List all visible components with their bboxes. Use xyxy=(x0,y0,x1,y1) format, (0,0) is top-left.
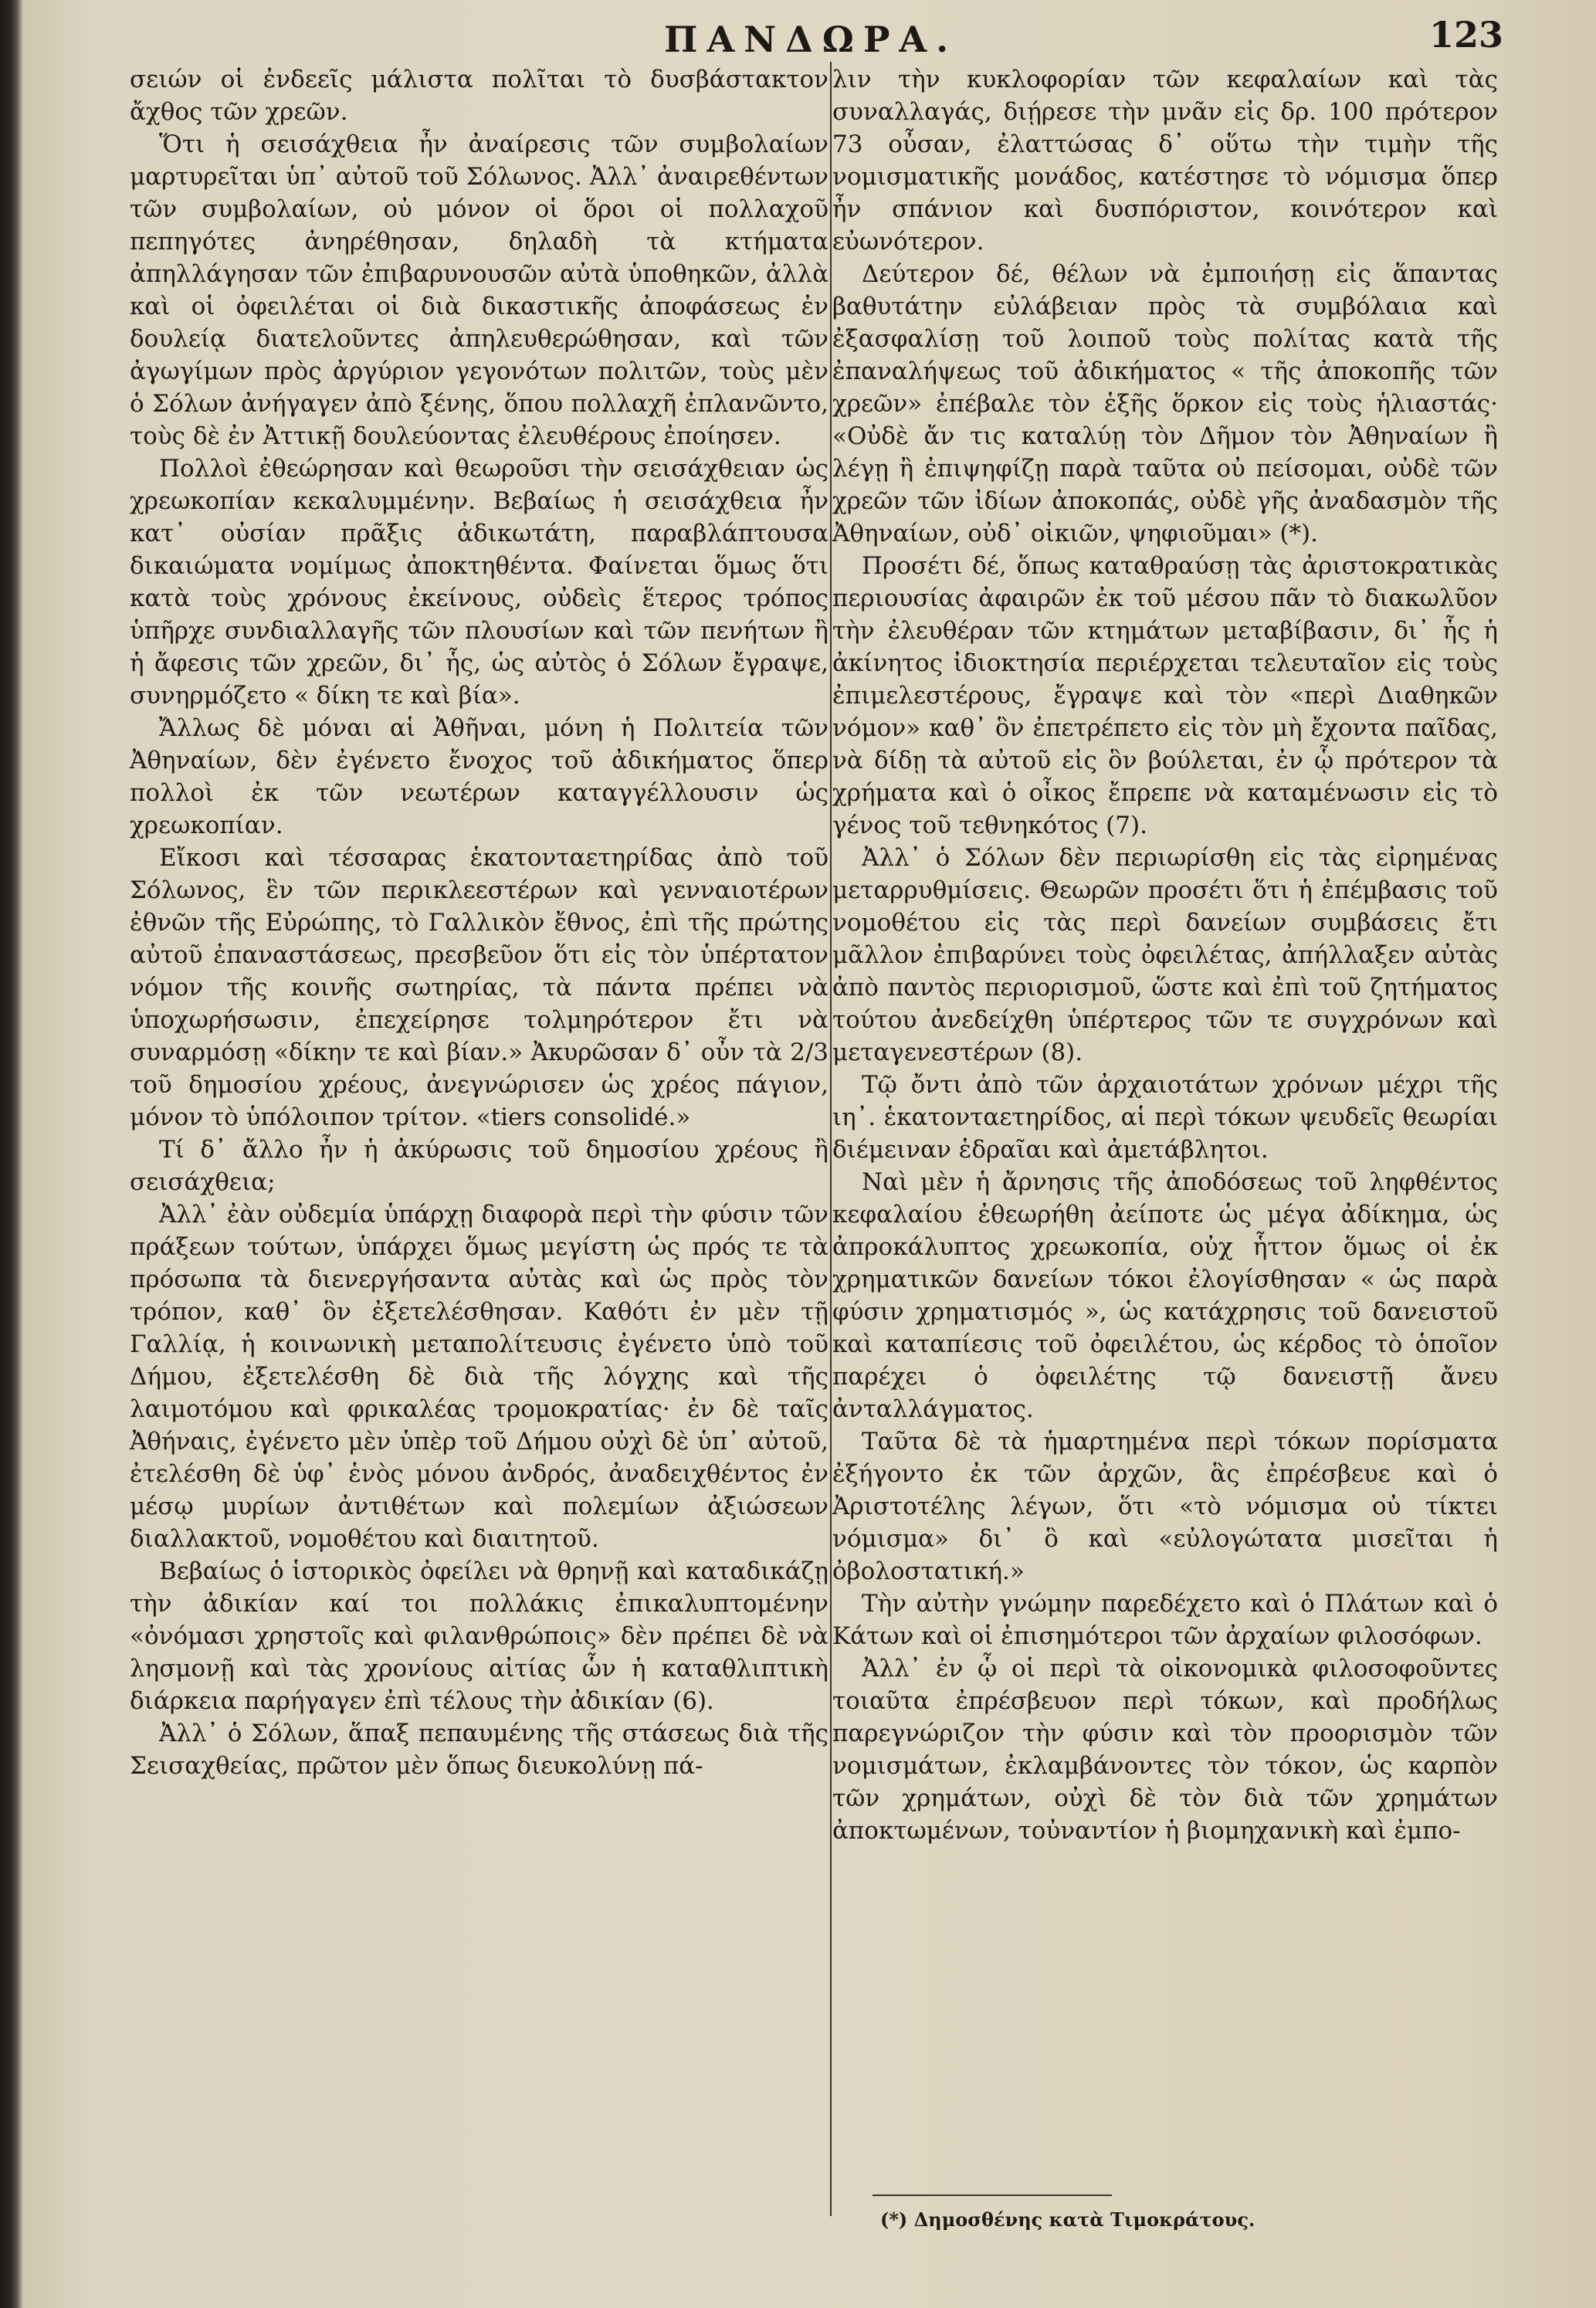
right-paragraph: Ναὶ μὲν ἡ ἄρνησις τῆς ἀποδόσεως τοῦ ληφθέντος κεφαλαίου ἐθεωρήθη ἀείποτε ὡς μέγα ἀδίκημα, ὡς ἀπροκάλυπτος χρεωκοπία, οὐχ ἧττον ὅμως οἱ ἐκ χρηματικῶν δανείων τόκοι ἐλογίσθησαν « ὡς παρὰ φύσιν χρηματισμός », ὡς κατάχρησις τοῦ δανειστοῦ καὶ καταπίεσις τοῦ ὀφειλέτου, ὡς κέρδος τὸ ὁποῖον παρέχει ὁ ὀφειλέτης τῷ δανειστῇ ἄνευ ἀνταλλάγματος. xyxy=(832,1168,1498,1423)
right-paragraph: Τῷ ὄντι ἀπὸ τῶν ἀρχαιοτάτων χρόνων μέχρι τῆς ιη᾽. ἑκατονταετηρίδος, αἱ περὶ τόκων ψευδεῖς θεωρίαι διέμειναν ἑδραῖαι καὶ ἀμετάβλητοι. xyxy=(832,1071,1498,1164)
footnote-rule xyxy=(873,2194,1112,2196)
left-paragraph: Πολλοὶ ἐθεώρησαν καὶ θεωροῦσι τὴν σεισάχθειαν ὡς χρεωκοπίαν κεκαλυμμένην. Βεβαίως ἡ σεισάχθεια ἦν κατ᾽ οὐσίαν πρᾶξις ἀδικωτάτη, παραβλάπτουσα δικαιώματα νομίμως ἀποκτηθέντα. Φαίνεται ὅμως ὅτι κατὰ τοὺς χρόνους ἐκείνους, οὐδεὶς ἕτερος τρόπος ὑπῆρχε συνδιαλλαγῆς τῶν πλουσίων καὶ τῶν πενήτων ἢ ἡ ἄφεσις τῶν χρεῶν, δι᾽ ἧς, ὡς αὐτὸς ὁ Σόλων ἔγραψε, συνηρμόζετο « δίκη τε καὶ βία». xyxy=(130,455,828,710)
right-paragraph: Δεύτερον δέ, θέλων νὰ ἐμποιήσῃ εἰς ἅπαντας βαθυτάτην εὐλάβειαν πρὸς τὰ συμβόλαια καὶ ἐξασφαλίσῃ τοῦ λοιποῦ τοὺς πολίτας κατὰ τῆς ἐπαναλήψεως τοῦ ἀδικήματος « τῆς ἀποκοπῆς τῶν χρεῶν» ἐπέβαλε τὸν ἑξῆς ὅρκον εἰς τοὺς ἡλιαστάς· «Οὐδὲ ἄν τις καταλύῃ τὸν Δῆμον τὸν Ἀθηναίων ἢ λέγῃ ἢ ἐπιψηφίζῃ παρὰ ταῦτα οὐ πείσομαι, οὐδὲ τῶν χρεῶν τῶν ἰδίων ἀποκοπάς, οὐδὲ γῆς ἀναδασμὸν τῆς Ἀθηναίων, οὐδ᾽ οἰκιῶν, ψηφιοῦμαι» (*). xyxy=(832,260,1498,547)
left-paragraph: Ἄλλως δὲ μόναι αἱ Ἀθῆναι, μόνη ἡ Πολιτεία τῶν Ἀθηναίων, δὲν ἐγένετο ἔνοχος τοῦ ἀδικήματος ὅπερ πολλοὶ ἐκ τῶν νεωτέρων καταγγέλλουσιν ὡς χρεωκοπίαν. xyxy=(130,714,828,839)
right-paragraph: Προσέτι δέ, ὅπως καταθραύσῃ τὰς ἀριστοκρατικὰς περιουσίας ἀφαιρῶν ἐκ τοῦ μέσου πᾶν τὸ διακωλῦον τὴν ἐλευθέραν τῶν κτημάτων μεταβίβασιν, δι᾽ ἧς ἡ ἀκίνητος ἰδιοκτησία περιέρχεται τελευταῖον εἰς τοὺς ἐπιμελεστέρους, ἔγραψε καὶ τὸν «περὶ Διαθηκῶν νόμον» καθ᾽ ὃν ἐπετρέπετο εἰς τὸν μὴ ἔχοντα παῖδας, νὰ δίδῃ τὰ αὐτοῦ εἰς ὃν βούλεται, ἐν ᾧ πρότερον τὰ χρήματα καὶ ὁ οἶκος ἔπρεπε νὰ καταμένωσιν εἰς τὸ γένος τοῦ τεθνηκότος (7). xyxy=(832,552,1498,839)
right-paragraph: Ταῦτα δὲ τὰ ἡμαρτημένα περὶ τόκων πορίσματα ἐξήγοντο ἐκ τῶν ἀρχῶν, ἃς ἐπρέσβευε καὶ ὁ Ἀριστοτέλης λέγων, ὅτι «τὸ νόμισμα οὐ τίκτει νόμισμα» δι᾽ ὃ καὶ «εὐλογώτατα μισεῖται ἡ ὀβολοστατική.» xyxy=(832,1428,1498,1585)
right-paragraph: λιν τὴν κυκλοφορίαν τῶν κεφαλαίων καὶ τὰς συναλλαγάς, διῄρεσε τὴν μνᾶν εἰς δρ. 100 πρότερον 73 οὖσαν, ἐλαττώσας δ᾽ οὕτω τὴν τιμὴν τῆς νομισματικῆς μονάδος, κατέστησε τὸ νόμισμα ὅπερ ἦν σπάνιον καὶ δυσπόριστον, κοινότερον καὶ εὐωνότερον. xyxy=(832,66,1498,256)
page-number: 123 xyxy=(1428,14,1503,56)
running-head xyxy=(0,11,1596,60)
right-paragraph: Τὴν αὐτὴν γνώμην παρεδέχετο καὶ ὁ Πλάτων καὶ ὁ Κάτων καὶ οἱ ἐπισημότεροι τῶν ἀρχαίων φιλοσόφων. xyxy=(832,1590,1498,1650)
left-paragraph: Βεβαίως ὁ ἱστορικὸς ὀφείλει νὰ θρηνῇ καὶ καταδικάζῃ τὴν ἀδικίαν καί τοι πολλάκις ἐπικαλυπτομένην «ὀνόμασι χρηστοῖς καὶ φιλανθρώποις» δὲν πρέπει δὲ νὰ λησμονῇ καὶ τὰς χρονίους αἰτίας ὧν ἡ καταθλιπτικὴ διάρκεια παρήγαγεν ἐπὶ τέλους τὴν ἀδικίαν (6). xyxy=(130,1557,828,1715)
footnote: (*) Δημοσθένης κατὰ Τιμοκράτους. xyxy=(880,2208,1255,2231)
right-paragraph: Ἀλλ᾽ ὁ Σόλων δὲν περιωρίσθη εἰς τὰς εἰρημένας μεταρρυθμίσεις. Θεωρῶν προσέτι ὅτι ἡ ἐπέμβασις τοῦ νομοθέτου εἰς τὰς περὶ δανείων συμβάσεις ἔτι μᾶλλον ἐπιβαρύνει τοὺς ὀφειλέτας, ἀπήλλαξεν αὐτὰς ἀπὸ παντὸς περιορισμοῦ, ὥστε καὶ ἐπὶ τοῦ ζητήματος τούτου ἀνεδείχθη ὑπέρτερος τῶν τε συγχρόνων καὶ μεταγενεστέρων (8). xyxy=(832,844,1498,1066)
left-column xyxy=(130,63,828,1782)
left-paragraph: Τί δ᾽ ἄλλο ἦν ἡ ἀκύρωσις τοῦ δημοσίου χρέους ἢ σεισάχθεια; xyxy=(130,1136,828,1196)
left-paragraph: Εἴκοσι καὶ τέσσαρας ἑκατονταετηρίδας ἀπὸ τοῦ Σόλωνος, ἓν τῶν περικλεεστέρων καὶ γενναιοτέρων ἐθνῶν τῆς Εὐρώπης, τὸ Γαλλικὸν ἔθνος, ἐπὶ τῆς πρώτης αὐτοῦ ἐπαναστάσεως, πρεσβεῦον ὅτι εἰς τὸν ὑπέρτατον νόμον τῆς κοινῆς σωτηρίας, τὰ πάντα πρέπει νὰ ὑποχωρήσωσιν, ἐπεχείρησε τολμηρότερον ἔτι νὰ συναρμόσῃ «δίκην τε καὶ βίαν.» Ἀκυρῶσαν δ᾽ οὖν τὰ 2/3 τοῦ δημοσίου χρέους, ἀνεγνώρισεν ὡς χρέος πάγιον, μόνον τὸ ὑπόλοιπον τρίτον. «tiers consolidé.» xyxy=(130,844,828,1131)
left-paragraph: Ὅτι ἡ σεισάχθεια ἦν ἀναίρεσις τῶν συμβολαίων μαρτυρεῖται ὑπ᾽ αὐτοῦ τοῦ Σόλωνος. Ἀλλ᾽ ἀναιρεθέντων τῶν συμβολαίων, οὐ μόνον οἱ ὅροι οἱ πολλαχοῦ πεπηγότες ἀνηρέθησαν, δηλαδὴ τὰ κτήματα ἀπηλλάγησαν τῶν ἐπιβαρυνουσῶν αὐτὰ ὑποθηκῶν, ἀλλὰ καὶ οἱ ὀφειλέται οἱ διὰ δικαστικῆς ἀποφάσεως ἐν δουλείᾳ διατελοῦντες ἀπηλευθερώθησαν, καὶ τῶν ἀγωγίμων πρὸς ἀργύριον γεγονότων πολιτῶν, τοὺς μὲν ὁ Σόλων ἀνήγαγεν ἀπὸ ξένης, ὅπου πολλαχῆ ἐπλανῶντο, τοὺς δὲ ἐν Ἀττικῇ δουλεύοντας ἐλευθέρους ἐποίησεν. xyxy=(130,130,828,450)
periodical-title: ΠΑΝΔΩΡΑ. xyxy=(664,19,958,60)
right-paragraph: Ἀλλ᾽ ἐν ᾧ οἱ περὶ τὰ οἰκονομικὰ φιλοσοφοῦντες τοιαῦτα ἐπρέσβευον περὶ τόκων, καὶ προδήλως παρεγνώριζον τὴν φύσιν καὶ τὸν προορισμὸν τῶν νομισμάτων, ἐκλαμβάνοντες τὸν τόκον, ὡς καρπὸν τῶν χρημάτων, οὐχὶ δὲ τὸν διὰ τῶν χρημάτων ἀποκτωμένων, τοὐναντίον ἡ βιομηχανικὴ καὶ ἐμπο- xyxy=(832,1655,1498,1845)
left-paragraph: Ἀλλ᾽ ἐὰν οὐδεμία ὑπάρχῃ διαφορὰ περὶ τὴν φύσιν τῶν πράξεων τούτων, ὑπάρχει ὅμως μεγίστη ὡς πρός τε τὰ πρόσωπα τὰ διενεργήσαντα αὐτὰς καὶ ὡς πρὸς τὸν τρόπον, καθ᾽ ὃν ἐξετελέσθησαν. Καθότι ἐν μὲν τῇ Γαλλίᾳ, ἡ κοινωνικὴ μεταπολίτευσις ἐγένετο ὑπὸ τοῦ Δήμου, ἐξετελέσθη δὲ διὰ τῆς λόγχης καὶ τῆς λαιμοτόμου καὶ φρικαλέας τρομοκρατίας· ἐν δὲ ταῖς Ἀθήναις, ἐγένετο μὲν ὑπὲρ τοῦ Δήμου οὐχὶ δὲ ὑπ᾽ αὐτοῦ, ἐτελέσθη δὲ ὑφ᾽ ἑνὸς μόνου ἀνδρός, ἀναδειχθέντος ἐν μέσῳ μυρίων ἀντιθέτων καὶ πολεμίων ἀξιώσεων διαλλακτοῦ, νομοθέτου καὶ διαιτητοῦ. xyxy=(130,1201,828,1553)
left-paragraph: Ἀλλ᾽ ὁ Σόλων, ἅπαξ πεπαυμένης τῆς στάσεως διὰ τῆς Σεισαχθείας, πρῶτον μὲν ὅπως διευκολύνῃ πά- xyxy=(130,1720,828,1780)
column-divider xyxy=(830,62,832,2216)
left-paragraph: σειών οἱ ἐνδεεῖς μάλιστα πολῖται τὸ δυσβάστακτον ἄχθος τῶν χρεῶν. xyxy=(130,66,828,126)
right-column xyxy=(832,63,1498,1847)
